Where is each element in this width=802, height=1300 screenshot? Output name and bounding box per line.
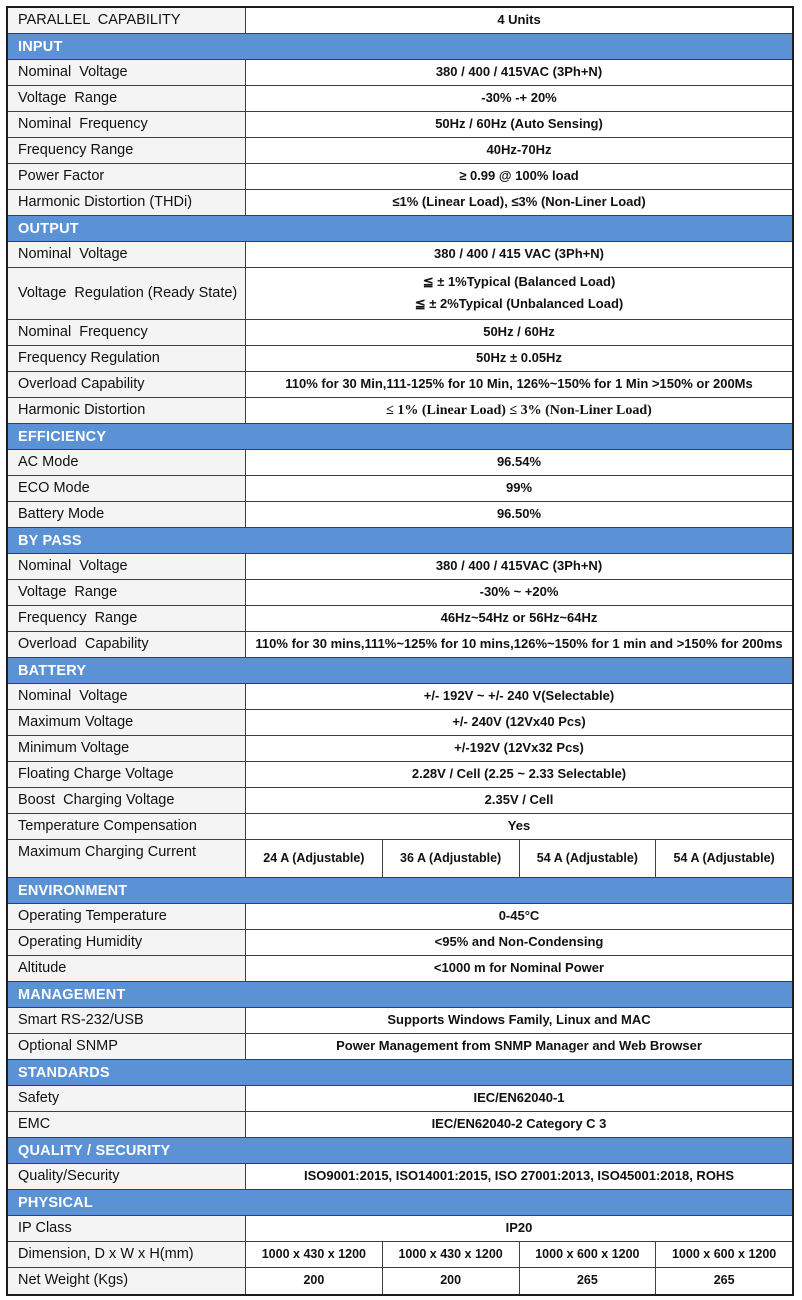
spec-value-text: 110% for 30 mins,111%~125% for 10 mins,126%~150% for 1 min and >150% for 200ms [255,636,783,652]
spec-label-text: Voltage Range [18,89,118,106]
section-header-label: EFFICIENCY [18,428,107,445]
spec-label [8,840,246,877]
spec-value [246,60,792,85]
spec-value-text: <95% and Non-Condensing [434,934,604,950]
spec-value-text: 46Hz~54Hz or 56Hz~64Hz [440,610,598,626]
section-header-label: INPUT [18,38,63,55]
spec-label [8,398,246,423]
spec-row-smart-rs-232-usb [8,1008,792,1034]
section-header-standards [8,1060,792,1086]
spec-row-harmonic-distortion [8,398,792,424]
spec-label [8,632,246,657]
spec-label-text: Boost Charging Voltage [18,791,175,808]
spec-label [8,60,246,85]
spec-value-text: +/- 240V (12Vx40 Pcs) [452,714,586,730]
spec-label [8,554,246,579]
spec-label-text: Nominal Voltage [18,557,128,574]
spec-row-power-factor [8,164,792,190]
spec-value [246,242,792,267]
spec-label-text: Operating Temperature [18,907,167,924]
spec-value [246,632,792,657]
spec-value-col-2 [382,1242,519,1267]
spec-row-nominal-voltage [8,554,792,580]
section-header-label: STANDARDS [18,1064,110,1081]
spec-row-voltage-range [8,580,792,606]
spec-label-text: Voltage Range [18,583,118,600]
spec-label [8,1216,246,1241]
spec-value [246,450,792,475]
spec-row-frequency-regulation [8,346,792,372]
spec-label [8,762,246,787]
spec-value-text: 36 A (Adjustable) [400,850,502,865]
spec-label-text: EMC [18,1115,51,1132]
spec-row-quality-security [8,1164,792,1190]
spec-label [8,1008,246,1033]
spec-label [8,190,246,215]
spec-label [8,736,246,761]
spec-row-overload-capability [8,372,792,398]
spec-label-text: Nominal Voltage [18,63,128,80]
spec-value [246,930,792,955]
spec-label [8,476,246,501]
spec-value-text: 2.35V / Cell [484,792,554,808]
spec-value-col-3 [519,1268,656,1294]
spec-value [246,346,792,371]
spec-value [246,710,792,735]
spec-label-text: Overload Capability [18,635,149,652]
spec-value-text: 380 / 400 / 415VAC (3Ph+N) [435,64,603,80]
spec-row-dimension-d-x-w-x-h-mm [8,1242,792,1268]
spec-value [246,1112,792,1137]
spec-row-nominal-frequency [8,112,792,138]
section-header-label: OUTPUT [18,220,79,237]
spec-label-text: Power Factor [18,167,105,184]
spec-row-boost-charging-voltage [8,788,792,814]
spec-value [246,268,792,319]
spec-label-text: Frequency Range [18,141,134,158]
spec-value [246,904,792,929]
spec-value [246,86,792,111]
spec-label [8,788,246,813]
section-header-label: PHYSICAL [18,1194,93,1211]
spec-value-col-2 [382,1268,519,1294]
spec-value-text: 96.50% [496,506,542,522]
spec-label [8,710,246,735]
section-header-environment [8,878,792,904]
spec-value-text: 50Hz ± 0.05Hz [476,350,562,366]
spec-label [8,164,246,189]
spec-label [8,502,246,527]
spec-label [8,956,246,981]
spec-row-maximum-voltage [8,710,792,736]
spec-row-maximum-charging-current [8,840,792,878]
spec-row-nominal-voltage [8,60,792,86]
spec-label-text: Maximum Voltage [18,713,134,730]
spec-label [8,1164,246,1189]
spec-value [246,736,792,761]
spec-value-text: 24 A (Adjustable) [263,850,365,865]
spec-row-nominal-voltage [8,684,792,710]
spec-label [8,1268,246,1294]
spec-value [246,476,792,501]
spec-value-col-4 [655,840,792,877]
spec-value [246,398,792,423]
spec-row-floating-charge-voltage [8,762,792,788]
spec-row-minimum-voltage [8,736,792,762]
spec-label-text: Temperature Compensation [18,817,197,834]
spec-row-harmonic-distortion-thdi [8,190,792,216]
spec-row-altitude [8,956,792,982]
spec-label-text: Nominal Frequency [18,323,148,340]
ups-specification-table [6,6,794,1296]
section-header-management [8,982,792,1008]
spec-label [8,1112,246,1137]
section-header-by-pass [8,528,792,554]
spec-row-frequency-range [8,138,792,164]
spec-value-col-3 [519,1242,656,1267]
spec-value-text: 265 [576,1273,598,1288]
spec-row-safety [8,1086,792,1112]
spec-label [8,814,246,839]
spec-value [246,1034,792,1059]
spec-value [246,762,792,787]
spec-value-text: 1000 x 600 x 1200 [671,1246,777,1261]
spec-value-text: IEC/EN62040-2 Category C 3 [431,1116,607,1132]
spec-value-col-3 [519,840,656,877]
spec-row-emc [8,1112,792,1138]
spec-value-text: 200 [440,1273,462,1288]
spec-value [246,1164,792,1189]
spec-value-text: Yes [507,818,531,834]
spec-value-col-1 [246,1268,382,1294]
spec-label-text: Safety [18,1089,60,1106]
spec-label [8,1034,246,1059]
spec-value-text: ISO9001:2015, ISO14001:2015, ISO 27001:2013, ISO45001:2018, ROHS [303,1168,734,1184]
spec-label [8,372,246,397]
spec-row-optional-snmp [8,1034,792,1060]
spec-value [246,112,792,137]
section-header-physical [8,1190,792,1216]
spec-label-text: Harmonic Distortion (THDi) [18,193,193,210]
spec-value-text: 110% for 30 Min,111-125% for 10 Min, 126%~150% for 1 Min >150% or 200Ms [285,376,753,392]
spec-value-col-4 [655,1268,792,1294]
spec-label-text: Nominal Voltage [18,245,128,262]
spec-label [8,904,246,929]
spec-value-text: +/-192V (12Vx32 Pcs) [454,740,584,756]
spec-value-text: -30% -+ 20% [481,90,557,106]
spec-value [246,190,792,215]
spec-value [246,502,792,527]
spec-value-text: 380 / 400 / 415 VAC (3Ph+N) [434,246,604,262]
spec-row-operating-humidity [8,930,792,956]
spec-value-text: 50Hz / 60Hz [483,324,555,340]
spec-value-text: 50Hz / 60Hz (Auto Sensing) [435,116,603,132]
spec-value [246,1008,792,1033]
spec-label-text: Harmonic Distortion [18,401,146,418]
spec-label-text: Smart RS-232/USB [18,1011,144,1028]
spec-value-text: ≤ 1% (Linear Load) ≤ 3% (Non-Liner Load) [386,402,652,418]
spec-value-text: +/- 192V ~ +/- 240 V(Selectable) [423,688,615,704]
spec-row-battery-mode [8,502,792,528]
spec-value-text: -30% ~ +20% [479,584,559,600]
spec-value [246,1086,792,1111]
spec-value [246,606,792,631]
spec-label-text: Altitude [18,959,67,976]
section-header-input [8,34,792,60]
spec-value-text: 1000 x 430 x 1200 [398,1246,503,1261]
spec-value [246,684,792,709]
spec-label [8,320,246,345]
spec-label [8,606,246,631]
spec-label [8,242,246,267]
section-header-efficiency [8,424,792,450]
spec-label-text: Nominal Voltage [18,687,128,704]
spec-value [246,554,792,579]
spec-value-text: 96.54% [496,454,542,470]
spec-label [8,1086,246,1111]
spec-value [246,956,792,981]
spec-label-text: Battery Mode [18,505,105,522]
spec-value-text: Supports Windows Family, Linux and MAC [387,1012,651,1028]
spec-value-col-1 [246,840,382,877]
spec-label-text: IP Class [18,1219,72,1236]
spec-label-text: Overload Capability [18,375,145,392]
spec-row-operating-temperature [8,904,792,930]
section-header-quality-security [8,1138,792,1164]
spec-label [8,268,246,319]
spec-row-voltage-regulation-ready-state [8,268,792,320]
spec-value [246,814,792,839]
spec-label-text: Frequency Regulation [18,349,160,366]
spec-label-text: Operating Humidity [18,933,143,950]
spec-value [246,372,792,397]
spec-label [8,112,246,137]
spec-row-nominal-frequency [8,320,792,346]
spec-label [8,86,246,111]
spec-value-text: IP20 [505,1220,533,1236]
spec-value-text: IEC/EN62040-1 [473,1090,565,1106]
section-header-label: MANAGEMENT [18,986,126,1003]
spec-value [246,580,792,605]
spec-label [8,450,246,475]
spec-label [8,684,246,709]
spec-value-text: 380 / 400 / 415VAC (3Ph+N) [435,558,603,574]
spec-value-text: ≥ 0.99 @ 100% load [459,168,579,184]
spec-label-text: Quality/Security [18,1167,120,1184]
spec-label-text: Maximum Charging Current [18,844,197,860]
spec-label-text: AC Mode [18,453,79,470]
spec-value-text: 0-45°C [498,908,540,924]
spec-value-text: 1000 x 430 x 1200 [261,1246,367,1261]
spec-label-text: ECO Mode [18,479,90,496]
spec-label-text: Net Weight (Kgs) [18,1272,129,1289]
spec-label-text: Frequency Range [18,609,138,626]
spec-row-temperature-compensation [8,814,792,840]
spec-label-text: Floating Charge Voltage [18,765,174,782]
spec-label [8,1242,246,1267]
spec-label-text: Nominal Frequency [18,115,148,132]
spec-value-text: 265 [713,1273,735,1288]
spec-label [8,8,246,33]
section-header-label: ENVIRONMENT [18,882,128,899]
spec-value-col-2 [382,840,519,877]
spec-value [246,164,792,189]
spec-value-text: 99% [505,480,533,496]
spec-value [246,320,792,345]
spec-value-text: 40Hz-70Hz [486,142,552,158]
spec-value-text: 200 [303,1273,325,1288]
spec-row-net-weight-kgs [8,1268,792,1294]
spec-value-col-4 [655,1242,792,1267]
spec-value-text: ≤1% (Linear Load), ≤3% (Non-Liner Load) [392,194,646,210]
spec-label-text: Minimum Voltage [18,739,130,756]
spec-value-text: Power Management from SNMP Manager and Web Browser [336,1038,702,1054]
spec-row-ip-class [8,1216,792,1242]
section-header-label: BATTERY [18,662,87,679]
spec-row-ac-mode [8,450,792,476]
spec-value-text: 54 A (Adjustable) [536,850,638,865]
spec-row-nominal-voltage [8,242,792,268]
spec-value [246,138,792,163]
spec-label-text: Dimension, D x W x H(mm) [18,1245,194,1262]
spec-value-col-1 [246,1242,382,1267]
spec-label-text: Voltage Regulation (Ready State) [18,284,238,301]
section-header-battery [8,658,792,684]
spec-row-parallel-capability [8,8,792,34]
spec-value-text: 4 Units [497,12,541,28]
spec-label [8,346,246,371]
spec-row-frequency-range [8,606,792,632]
spec-label [8,138,246,163]
section-header-label: QUALITY / SECURITY [18,1142,171,1159]
spec-label [8,580,246,605]
spec-value [246,788,792,813]
spec-row-voltage-range [8,86,792,112]
spec-value [246,8,792,33]
spec-label [8,930,246,955]
spec-value-text: 2.28V / Cell (2.25 ~ 2.33 Selectable) [411,766,627,782]
spec-value-text: 1000 x 600 x 1200 [535,1246,640,1261]
spec-value-line: ≦ ± 2%Typical (Unbalanced Load) [414,296,624,312]
spec-value-text: 54 A (Adjustable) [673,850,775,865]
section-header-output [8,216,792,242]
spec-row-overload-capability [8,632,792,658]
section-header-label: BY PASS [18,532,82,549]
spec-value-text: <1000 m for Nominal Power [433,960,605,976]
spec-row-eco-mode [8,476,792,502]
spec-value [246,1216,792,1241]
spec-value-line: ≦ ± 1%Typical (Balanced Load) [422,274,616,290]
spec-label-text: Optional SNMP [18,1037,118,1054]
spec-label-text: PARALLEL CAPABILITY [18,11,181,28]
